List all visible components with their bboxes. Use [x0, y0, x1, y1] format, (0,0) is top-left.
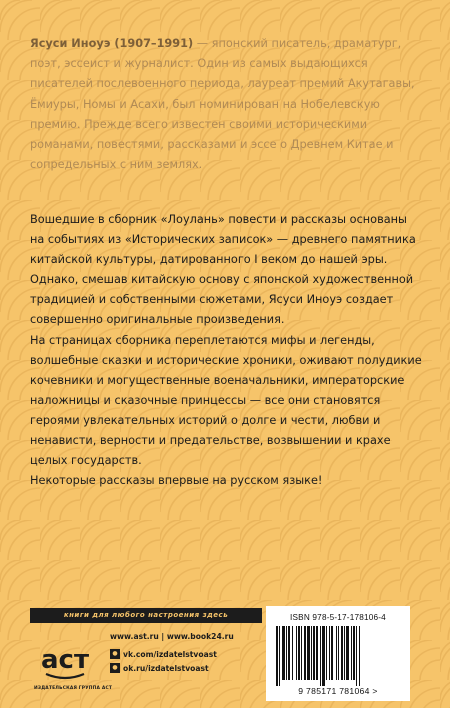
ast-logo-icon: [40, 630, 90, 684]
barcode-bar: [336, 626, 337, 680]
barcode-image: [272, 626, 404, 686]
book-description: [30, 210, 422, 491]
barcode-bar: [351, 626, 352, 680]
barcode-bar: [329, 626, 330, 680]
barcode-bar: [331, 626, 333, 680]
barcode-bar: [322, 626, 325, 686]
publisher-name: ИЗДАТЕЛЬСКАЯ ГРУППА АСТ: [34, 686, 113, 691]
isbn-text: ISBN 978-5-17-178106-4: [290, 613, 386, 622]
description-paragraph: На страницах сборника переплетаются мифы и легенды, волшебные сказки и исторические хроники, оживают полудикие кочевники и могущественные военачальники, императорские наложницы и сказочные принцессы — все они становятся героями увлекательных историй о долге и чести, любви и ненависти, верности и предательстве, возвышении и крахе целых государств.: [30, 333, 422, 468]
barcode-bar: [356, 626, 357, 686]
barcode-bar: [304, 626, 306, 680]
barcode-bar: [288, 626, 290, 680]
barcode-bar: [338, 626, 339, 680]
barcode-bar: [341, 626, 343, 680]
barcode-bar: [282, 626, 285, 680]
website-link[interactable]: www.ast.ru | www.book24.ru: [110, 632, 234, 641]
barcode-bar: [346, 626, 349, 680]
ok-link[interactable]: ok.ru/izdatelstvoast: [123, 663, 209, 673]
barcode-bar: [313, 626, 315, 680]
barcode-bar: [353, 626, 355, 680]
ok-icon: ●: [110, 663, 120, 673]
logo-text: аст: [40, 645, 90, 675]
barcode-bar: [279, 626, 280, 686]
barcode-bar: [276, 626, 278, 686]
author-bio: [30, 34, 420, 175]
publisher-links: [110, 632, 260, 674]
publisher-logo: [32, 628, 113, 696]
vk-link[interactable]: vk.com/izdatelstvoast: [123, 649, 217, 659]
barcode-bar: [298, 626, 300, 680]
barcode-panel: [266, 606, 410, 701]
barcode-bar: [320, 626, 321, 686]
barcode-bar: [344, 626, 345, 680]
barcode-number: 9 785171 781064 >: [298, 686, 378, 696]
barcode-bar: [292, 626, 293, 680]
author-name: Ясуси Иноуэ (1907–1991): [30, 37, 194, 50]
vk-link-row[interactable]: [110, 648, 260, 660]
barcode-bar: [301, 626, 302, 680]
ok-link-row[interactable]: [110, 662, 260, 674]
barcode-bar: [307, 626, 310, 680]
barcode-bar: [286, 626, 287, 680]
author-bio-text: — японский писатель, драматург, поэт, эссеист и журналист. Один из самых выдающихся писателей послевоенного периода, лауреат премий Акутагавы, Ёмиуры, Номы и Асахи, был номинирован на Нобелевскую премию. Прежде всего известен своими историческими романами, повестями, рассказами и эссе о Древнем Китае и сопредельных с ним землях.: [30, 37, 415, 172]
vk-icon: ●: [110, 649, 120, 659]
barcode-bar: [311, 626, 312, 680]
barcode-bar: [359, 626, 360, 686]
description-paragraph: Некоторые рассказы впервые на русском языке!: [30, 474, 323, 488]
description-paragraph: Вошедшие в сборник «Лоулань» повести и рассказы основаны на событиях из «Исторических записок» — древнего памятника китайской культуры, датированного I веком до нашей эры. Однако, смешав китайскую основу с японской художественной традицией и собственными сюжетами, Ясуси Иноуэ создает совершенно оригинальные произведения.: [30, 213, 416, 327]
series-tagline: книги для любого настроения здесь: [30, 608, 262, 623]
barcode-bar: [326, 626, 327, 680]
barcode-bar: [316, 626, 318, 680]
barcode-bar: [296, 626, 297, 680]
